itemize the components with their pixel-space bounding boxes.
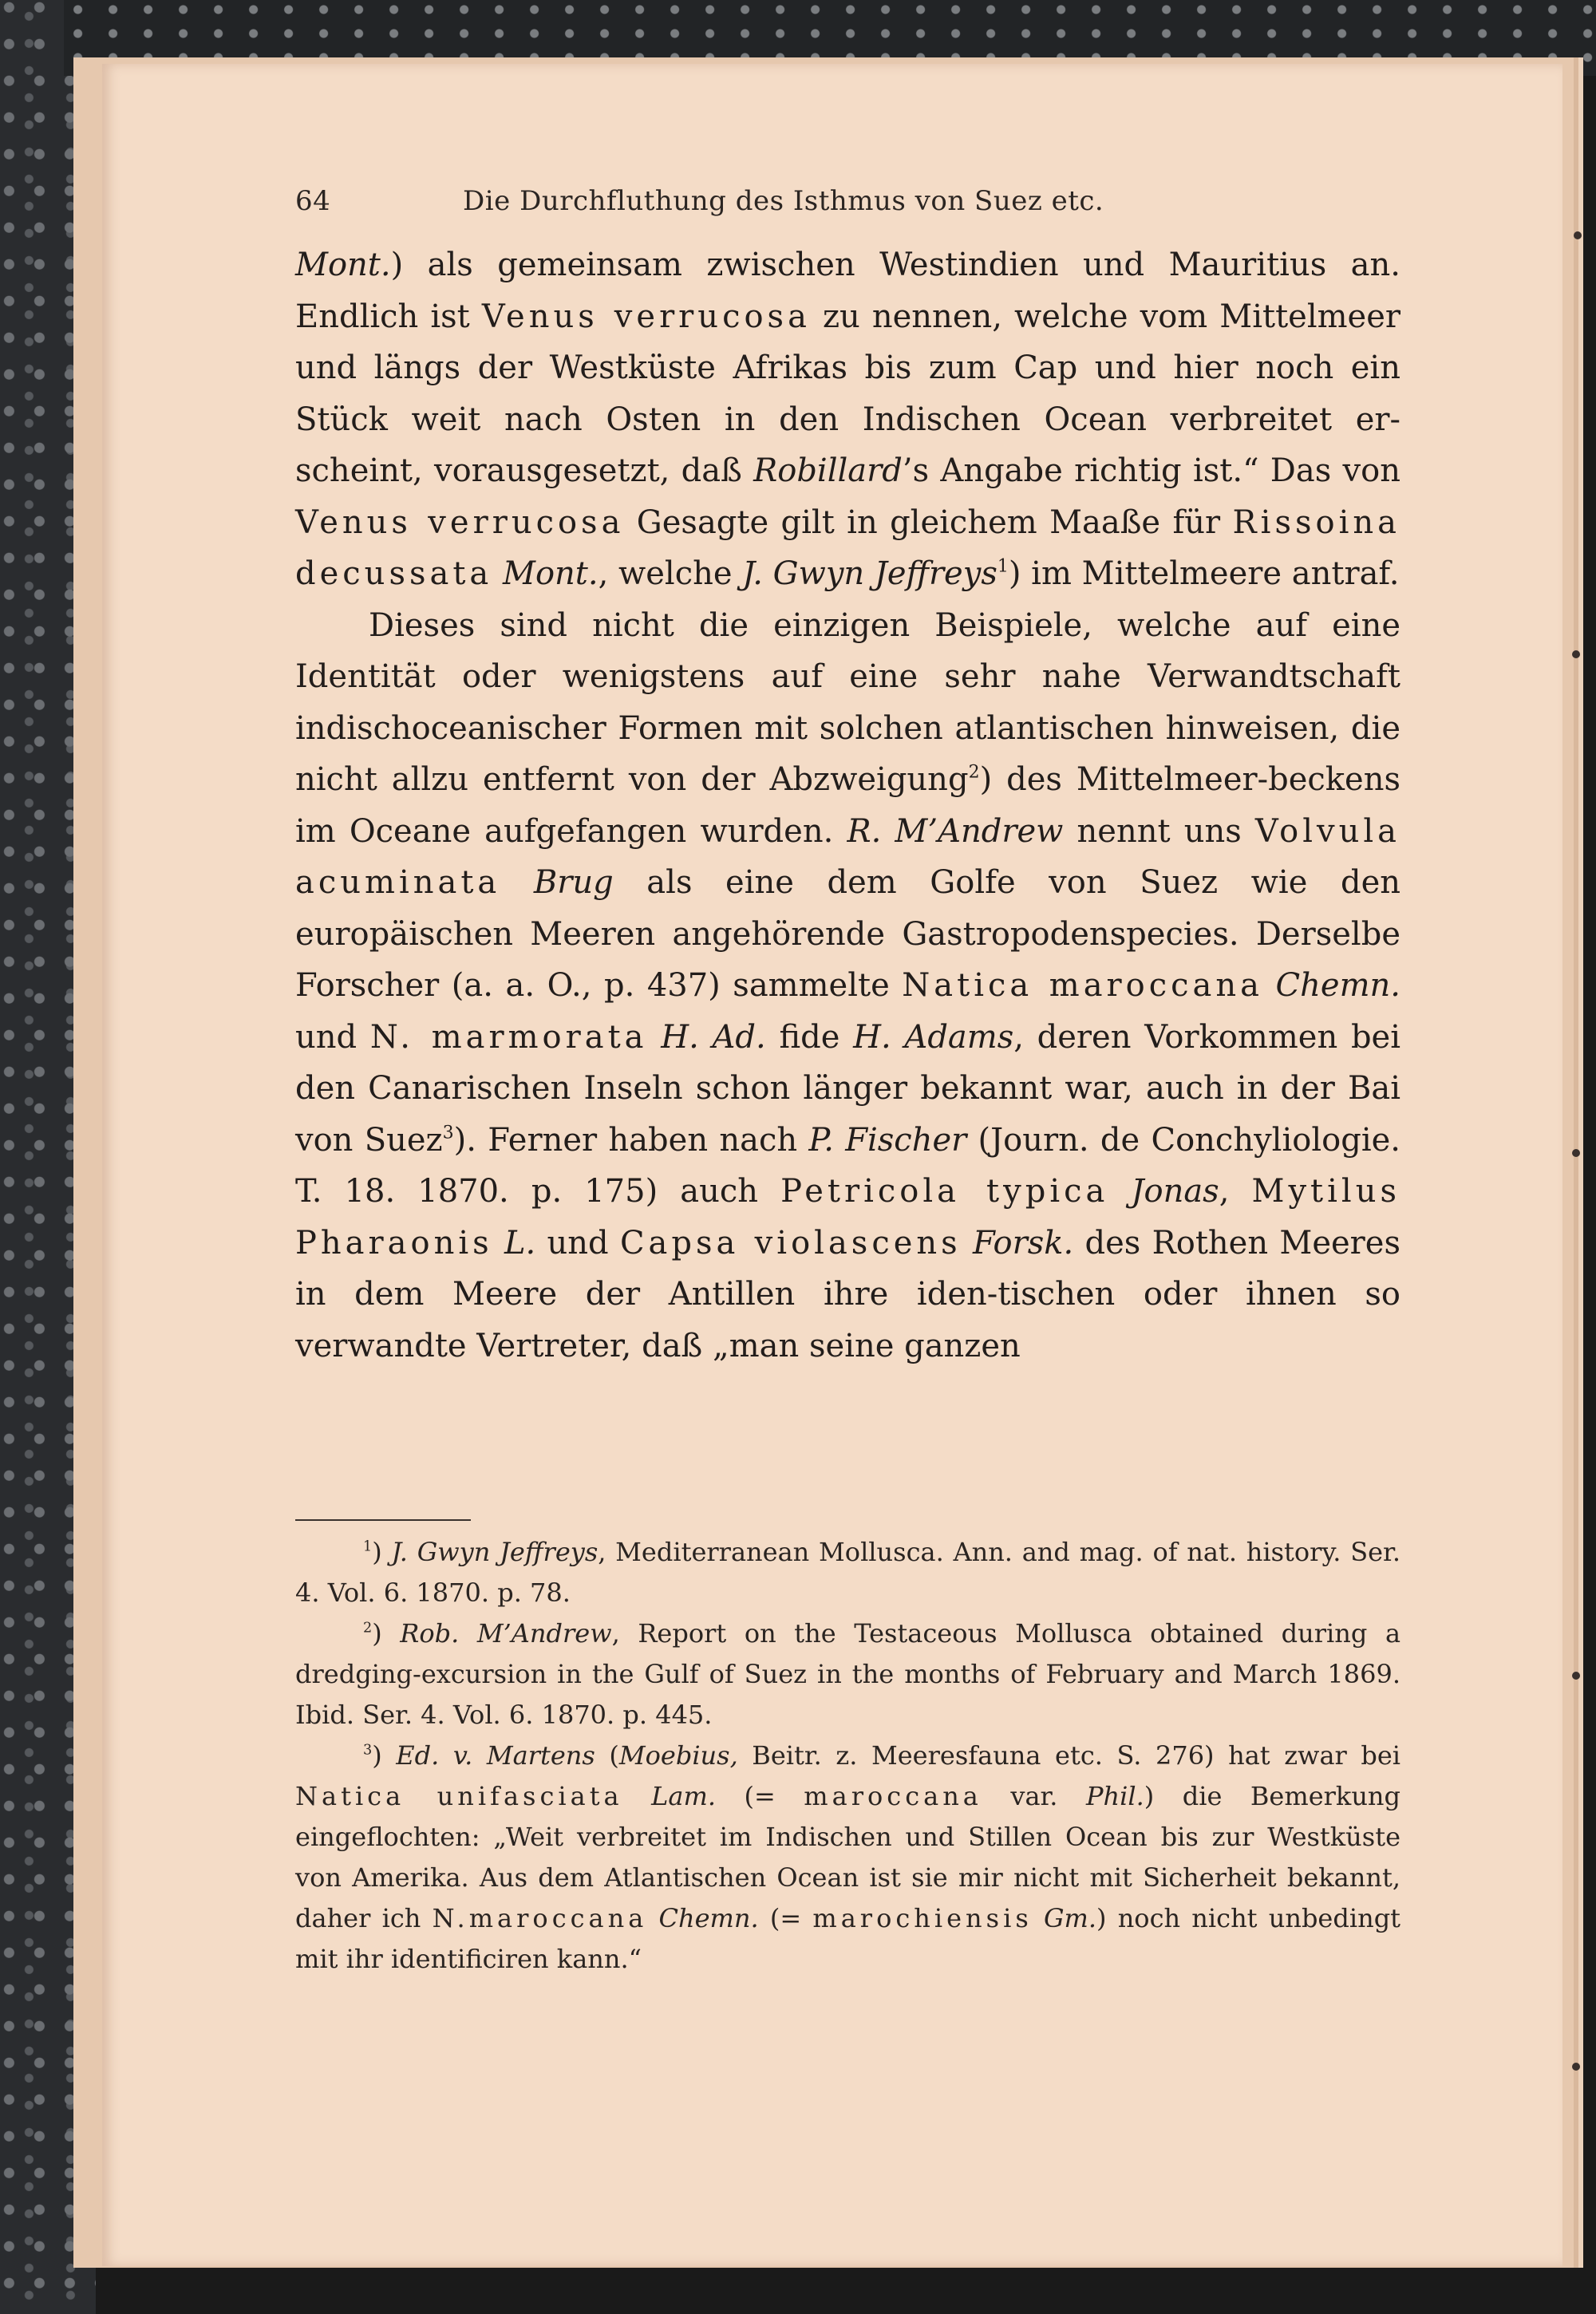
text-run: ) noch nicht unbedingt mit ihr identificiren kann.“ bbox=[295, 1903, 1401, 1974]
text-run: ) im Mittelmeere antraf. bbox=[1008, 555, 1400, 592]
spaced-species-name: N. marmorata bbox=[369, 1018, 648, 1056]
text-run bbox=[623, 1781, 652, 1811]
text-run: und bbox=[535, 1224, 620, 1262]
text-run: als eine dem Golfe von Suez wie den europäischen Meeren angehörende Gastropodenspecies. Derselbe Forscher (a. a. O., p. 437) sammelte bbox=[295, 864, 1400, 1004]
text-run bbox=[492, 555, 503, 592]
spaced-species-name: Petricola typica bbox=[780, 1173, 1109, 1210]
text-run bbox=[1263, 967, 1276, 1004]
spaced-species-name: Volvula acuminata bbox=[295, 812, 1400, 901]
text-run bbox=[493, 1225, 504, 1262]
text-run bbox=[1108, 1173, 1131, 1210]
footnote-2 bbox=[295, 1613, 1400, 1736]
footnote-ref: 3 bbox=[363, 1742, 373, 1759]
footnote-ref: 2 bbox=[968, 762, 980, 783]
italic-text: Ed. v. Martens bbox=[396, 1740, 595, 1771]
text-run: ) die Bemerkung eingeflochten: „Weit verbreitet im Indischen und Stillen Ocean bis zur Westküste von Amerika. Aus dem Atlantischen Ocean ist sie mir nicht mit Sicherheit bekannt, daher ich bbox=[295, 1781, 1401, 1933]
text-run: Gesagte gilt in gleichem Maaße für bbox=[624, 503, 1233, 541]
italic-text: Forsk. bbox=[972, 1224, 1074, 1262]
footnote-1 bbox=[295, 1532, 1400, 1613]
italic-text: Robillard bbox=[753, 452, 903, 489]
spaced-species-name: Mytilus Pharaonis bbox=[295, 1173, 1401, 1262]
text-run: ( bbox=[595, 1740, 619, 1771]
italic-text: L. bbox=[504, 1224, 536, 1262]
text-run: nennt uns bbox=[1063, 812, 1255, 850]
spaced-species-name: Natica maroccana bbox=[902, 967, 1264, 1004]
text-run: des Rothen Meeres in dem Meere der Antillen ihre iden-tischen oder ihnen so verwandte Vertreter, daß „man seine ganzen bbox=[295, 1224, 1401, 1364]
text-run: , Report on the Testaceous Mollusca obtained during a dredging-excursion in the Gulf of Suez in the months of February and March 1869. Ibid. Ser. 4. Vol. 6. 1870. p. 445. bbox=[295, 1618, 1401, 1730]
text-run: , deren Vorkommen bei den Canarischen Inseln schon länger bekannt war, auch in der Bai von Suez bbox=[295, 1018, 1401, 1159]
text-run: Beitr. z. Meeresfauna etc. S. 276) hat zwar bei bbox=[737, 1740, 1401, 1771]
spaced-species-name: maroccana bbox=[804, 1781, 982, 1811]
italic-text: Phil. bbox=[1085, 1781, 1144, 1811]
text-run: zu nennen, welche vom Mittelmeer und längs der Westküste Afrikas bis zum Cap und hier noch ein Stück weit nach Osten in den Indischen Ocean verbreitet er-scheint, vorausgesetzt, daß bbox=[295, 298, 1401, 489]
italic-text: Lam. bbox=[651, 1781, 716, 1811]
spaced-species-name: Rissoina decussata bbox=[295, 503, 1400, 592]
text-run: (= bbox=[715, 1781, 804, 1811]
spaced-species-name: Venus verrucosa bbox=[481, 298, 811, 335]
spaced-species-name: N.maroccana bbox=[432, 1903, 648, 1933]
text-run: ) des Mittelmeer-beckens im Oceane aufgefangen wurden. bbox=[295, 761, 1401, 850]
text-run: ) bbox=[372, 1618, 401, 1649]
footnote-ref: 1 bbox=[997, 556, 1009, 577]
spaced-species-name: Natica unifasciata bbox=[295, 1781, 623, 1811]
italic-text: Mont. bbox=[295, 247, 391, 283]
page-number: 64 bbox=[295, 185, 331, 217]
text-run bbox=[647, 1903, 658, 1933]
italic-text: Jonas bbox=[1131, 1173, 1219, 1210]
footnote-ref: 2 bbox=[363, 1620, 373, 1637]
footnote-3 bbox=[295, 1736, 1400, 1980]
margin-mark bbox=[1572, 650, 1580, 658]
text-run: fide bbox=[765, 1018, 854, 1056]
body-text bbox=[295, 239, 1400, 1372]
italic-text: Moebius, bbox=[618, 1740, 738, 1771]
text-run: (Journ. de Conchyliologie. T. 18. 1870. p. 175) auch bbox=[295, 1121, 1401, 1210]
text-run bbox=[1033, 1903, 1044, 1933]
italic-text: J. Gwyn Jeffreys bbox=[742, 555, 998, 592]
text-run: Dieses sind nicht die einzigen Beispiele, welche auf eine Identität oder wenigstens auf eine sehr nahe Verwandtschaft indischoceanischer Formen mit solchen atlantischen hinweisen, die nicht allzu entfernt von der Abzweigung bbox=[295, 606, 1400, 798]
italic-text: Chemn. bbox=[1275, 967, 1400, 1004]
text-run: , bbox=[1219, 1173, 1252, 1210]
italic-text: R. M’Andrew bbox=[847, 812, 1064, 850]
text-run bbox=[962, 1225, 973, 1262]
italic-text: P. Fischer bbox=[808, 1121, 967, 1159]
footnotes bbox=[295, 1532, 1400, 1980]
margin-mark bbox=[1572, 2063, 1580, 2071]
paragraph-2 bbox=[295, 600, 1400, 1372]
italic-text: H. Ad. bbox=[661, 1018, 766, 1056]
italic-text: Chemn. bbox=[658, 1903, 759, 1933]
paragraph-1 bbox=[295, 239, 1400, 600]
text-run: var. bbox=[982, 1781, 1086, 1811]
footnote-ref: 1 bbox=[363, 1538, 373, 1555]
spaced-species-name: Capsa violascens bbox=[619, 1224, 962, 1262]
italic-text: Mont. bbox=[502, 555, 598, 592]
text-run: (= bbox=[758, 1903, 813, 1933]
footnote-rule bbox=[295, 1519, 471, 1521]
text-run: ) bbox=[372, 1740, 397, 1771]
italic-text: H. Adams bbox=[853, 1018, 1014, 1056]
italic-text: Gm. bbox=[1043, 1903, 1097, 1933]
text-run: ) als gemeinsam zwischen Westindien und Mauritius an. Endlich ist bbox=[295, 247, 1400, 335]
text-run: und bbox=[295, 1018, 370, 1056]
italic-text: Rob. M’Andrew bbox=[400, 1618, 612, 1649]
italic-text: Brug bbox=[533, 864, 614, 901]
text-run: , welche bbox=[598, 555, 743, 592]
text-run bbox=[500, 864, 534, 901]
spaced-species-name: Venus verrucosa bbox=[295, 503, 625, 541]
text-run: ’s Angabe richtig ist.“ Das von bbox=[902, 452, 1400, 489]
text-run: , Mediterranean Mollusca. Ann. and mag. of nat. history. Ser. 4. Vol. 6. 1870. p. 78. bbox=[295, 1537, 1401, 1608]
text-run: ). Ferner haben nach bbox=[453, 1121, 809, 1159]
footnote-ref: 3 bbox=[442, 1123, 454, 1143]
italic-text: J. Gwyn Jeffreys bbox=[391, 1537, 598, 1567]
running-title: Die Durchfluthung des Isthmus von Suez etc. bbox=[463, 185, 1104, 217]
margin-mark bbox=[1572, 1149, 1580, 1157]
text-run bbox=[648, 1019, 662, 1056]
spaced-species-name: marochiensis bbox=[812, 1903, 1033, 1933]
text-run: ) bbox=[372, 1537, 392, 1567]
margin-mark bbox=[1572, 1672, 1580, 1680]
margin-mark bbox=[1574, 231, 1582, 239]
